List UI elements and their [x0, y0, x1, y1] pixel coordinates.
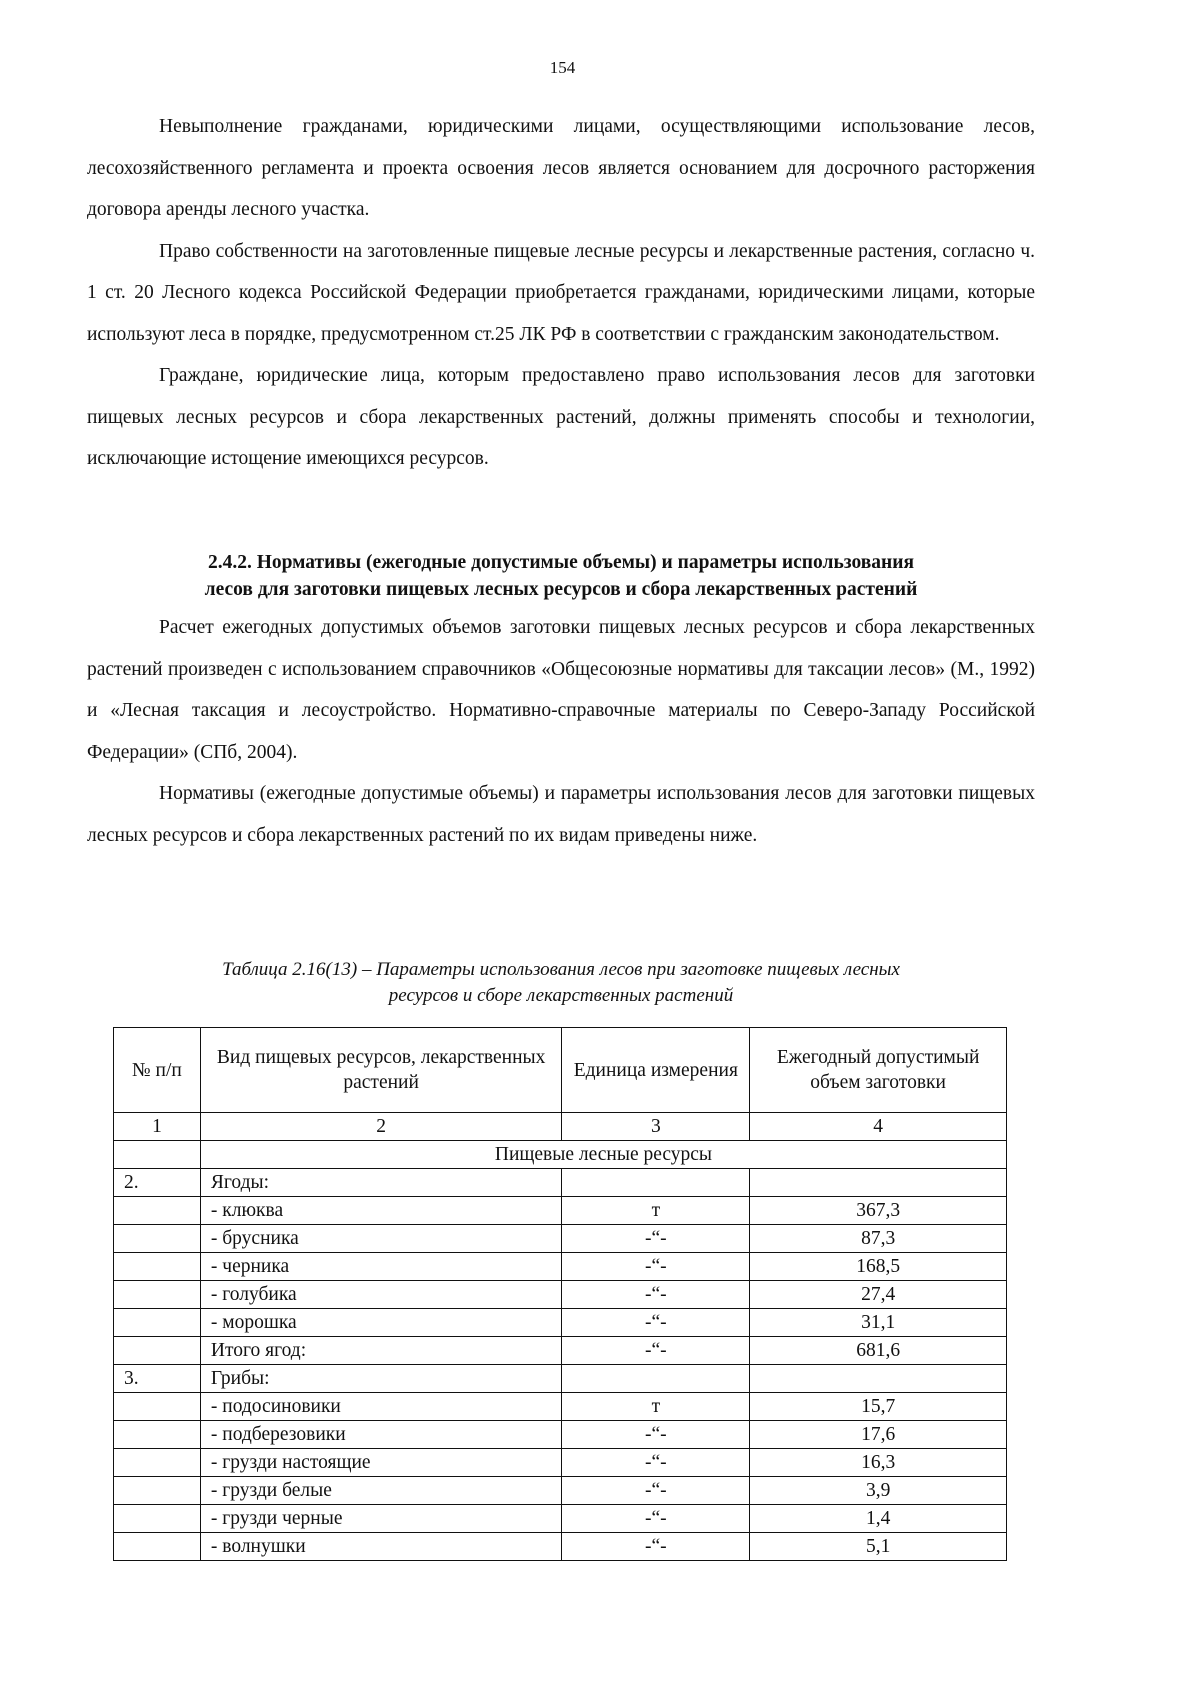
header-unit: Единица измерения [562, 1028, 750, 1113]
page-number: 154 [549, 58, 576, 77]
resource-name: - грузди белые [200, 1477, 562, 1505]
annual-volume: 367,3 [750, 1197, 1007, 1225]
annual-volume: 31,1 [750, 1309, 1007, 1337]
resource-name: - подберезовики [200, 1421, 562, 1449]
header-number: № п/п [114, 1028, 201, 1113]
unit: -“- [562, 1225, 750, 1253]
unit: -“- [562, 1337, 750, 1365]
annual-volume: 681,6 [750, 1337, 1007, 1365]
annual-volume: 16,3 [750, 1449, 1007, 1477]
paragraph: Право собственности на заготовленные пищевые лесные ресурсы и лекарственные растения, согласно ч. 1 ст. 20 Лесного кодекса Российской Федерации приобретается гражданами, юридическими лицами, которые используют леса в порядке, предусмотренном ст.25 ЛК РФ в соответствии с гражданским законодательством. [87, 240, 1035, 345]
unit: -“- [562, 1253, 750, 1281]
resource-name: Грибы: [200, 1365, 562, 1393]
resource-name: - клюква [200, 1197, 562, 1225]
resource-name: - грузди настоящие [200, 1449, 562, 1477]
table-caption-line: Таблица 2.16(13) – Параметры использования лесов при заготовке пищевых лесных [222, 959, 900, 980]
table-row [114, 1281, 1007, 1309]
unit: -“- [562, 1505, 750, 1533]
table-row [114, 1197, 1007, 1225]
annual-volume: 168,5 [750, 1253, 1007, 1281]
section-heading-line: 2.4.2. Нормативы (ежегодные допустимые объемы) и параметры использования [207, 552, 915, 573]
annual-volume: 27,4 [750, 1281, 1007, 1309]
resource-name: - грузди черные [200, 1505, 562, 1533]
table-row [114, 1169, 1007, 1197]
row-number [114, 1449, 201, 1477]
annual-volume [750, 1365, 1007, 1393]
paragraph: Расчет ежегодных допустимых объемов заготовки пищевых лесных ресурсов и сбора лекарственных растений произведен с использованием справочников «Общесоюзные нормативы для таксации лесов» (М., 1992) и «Лесная таксация и лесоустройство. Нормативно-справочные материалы по Северо-Западу Российской Федерации» (СПб, 2004). [87, 617, 1035, 763]
table-row [114, 1393, 1007, 1421]
table-row [114, 1365, 1007, 1393]
empty-cell [114, 1141, 201, 1169]
annual-volume: 17,6 [750, 1421, 1007, 1449]
table-row [114, 1449, 1007, 1477]
section-heading-line: лесов для заготовки пищевых лесных ресурсов и сбора лекарственных растений [204, 579, 918, 600]
parameters-table [113, 1027, 1007, 1561]
row-number [114, 1281, 201, 1309]
annual-volume: 3,9 [750, 1477, 1007, 1505]
resource-name: Итого ягод: [200, 1337, 562, 1365]
table-row [114, 1505, 1007, 1533]
column-number: 4 [750, 1113, 1007, 1141]
column-number: 3 [562, 1113, 750, 1141]
table-row [114, 1225, 1007, 1253]
annual-volume: 87,3 [750, 1225, 1007, 1253]
resource-name: - голубика [200, 1281, 562, 1309]
table-row [114, 1421, 1007, 1449]
resource-name: - волнушки [200, 1533, 562, 1561]
annual-volume [750, 1169, 1007, 1197]
section-paragraphs [87, 607, 1035, 856]
section-title: Пищевые лесные ресурсы [200, 1141, 1006, 1169]
section-heading [87, 549, 1035, 603]
header-annual-volume: Ежегодный допустимый объем заготовки [750, 1028, 1007, 1113]
row-number [114, 1477, 201, 1505]
column-number: 2 [200, 1113, 562, 1141]
column-number-row [114, 1113, 1007, 1141]
unit [562, 1169, 750, 1197]
row-number [114, 1309, 201, 1337]
paragraph: Невыполнение гражданами, юридическими лицами, осуществляющими использование лесов, лесохозяйственного регламента и проекта освоения лесов является основанием для досрочного расторжения договора аренды лесного участка. [87, 116, 1035, 220]
table-row [114, 1337, 1007, 1365]
unit: т [562, 1197, 750, 1225]
intro-paragraphs [87, 106, 1035, 480]
paragraph: Нормативы (ежегодные допустимые объемы) и параметры использования лесов для заготовки пищевых лесных ресурсов и сбора лекарственных растений по их видам приведены ниже. [87, 783, 1035, 846]
row-number [114, 1505, 201, 1533]
resource-name: Ягоды: [200, 1169, 562, 1197]
resource-name: - подосиновики [200, 1393, 562, 1421]
row-number: 2. [114, 1169, 201, 1197]
table-row [114, 1477, 1007, 1505]
paragraph: Граждане, юридические лица, которым предоставлено право использования лесов для заготовки пищевых лесных ресурсов и сбора лекарственных растений, должны применять способы и технологии, исключающие истощение имеющихся ресурсов. [87, 365, 1035, 469]
unit [562, 1365, 750, 1393]
unit: -“- [562, 1309, 750, 1337]
table-caption [87, 957, 1035, 1009]
unit: -“- [562, 1281, 750, 1309]
unit: -“- [562, 1533, 750, 1561]
annual-volume: 5,1 [750, 1533, 1007, 1561]
annual-volume: 15,7 [750, 1393, 1007, 1421]
resource-name: - черника [200, 1253, 562, 1281]
header-resource-type: Вид пищевых ресурсов, лекарственных растений [200, 1028, 562, 1113]
resource-name: - морошка [200, 1309, 562, 1337]
column-number: 1 [114, 1113, 201, 1141]
table-row [114, 1309, 1007, 1337]
table-row [114, 1253, 1007, 1281]
row-number [114, 1253, 201, 1281]
section-row [114, 1141, 1007, 1169]
resource-name: - брусника [200, 1225, 562, 1253]
unit: -“- [562, 1421, 750, 1449]
row-number [114, 1337, 201, 1365]
row-number [114, 1393, 201, 1421]
row-number: 3. [114, 1365, 201, 1393]
table-caption-line: ресурсов и сборе лекарственных растений [388, 985, 734, 1006]
unit: -“- [562, 1477, 750, 1505]
table-header-row [114, 1028, 1007, 1113]
row-number [114, 1421, 201, 1449]
row-number [114, 1533, 201, 1561]
table-row [114, 1533, 1007, 1561]
unit: т [562, 1393, 750, 1421]
row-number [114, 1197, 201, 1225]
row-number [114, 1225, 201, 1253]
annual-volume: 1,4 [750, 1505, 1007, 1533]
unit: -“- [562, 1449, 750, 1477]
